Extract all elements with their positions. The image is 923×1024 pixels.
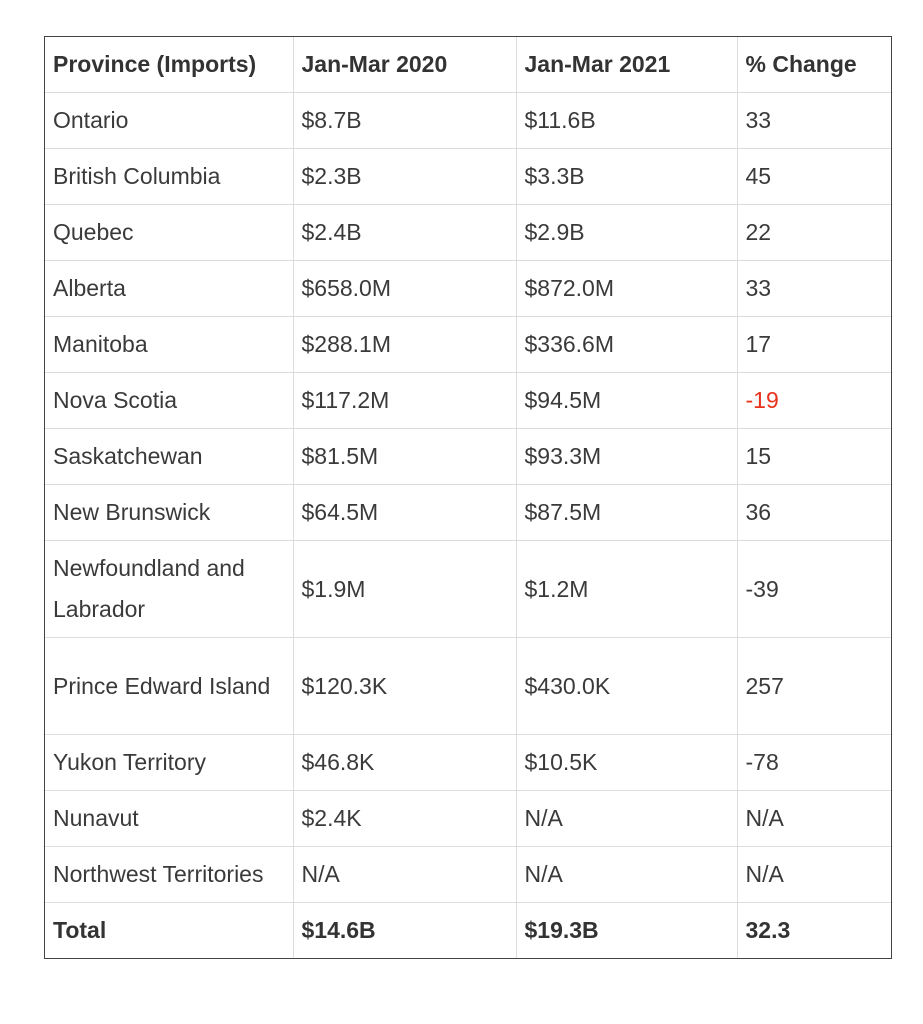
cell-q2020: $8.7B: [293, 93, 516, 149]
table-row: [45, 149, 891, 205]
cell-q2020: $1.9M: [293, 541, 516, 638]
table-row: [45, 791, 891, 847]
table-row: [45, 317, 891, 373]
imports-table: [45, 37, 891, 958]
cell-change: N/A: [737, 847, 891, 903]
cell-q2020: $81.5M: [293, 429, 516, 485]
cell-q2020: $2.4B: [293, 205, 516, 261]
total-change: 32.3: [737, 903, 891, 959]
cell-q2021: $1.2M: [516, 541, 737, 638]
cell-province: Yukon Territory: [45, 735, 293, 791]
cell-q2021: $11.6B: [516, 93, 737, 149]
total-q2021: $19.3B: [516, 903, 737, 959]
table-row: [45, 847, 891, 903]
cell-province: British Columbia: [45, 149, 293, 205]
cell-q2021: $872.0M: [516, 261, 737, 317]
cell-change: 36: [737, 485, 891, 541]
table-row: [45, 261, 891, 317]
table-row: [45, 373, 891, 429]
cell-province: Newfoundland and Labrador: [45, 541, 293, 638]
header-province: Province (Imports): [45, 37, 293, 93]
cell-change: 33: [737, 93, 891, 149]
cell-change: 257: [737, 638, 891, 735]
cell-province: Alberta: [45, 261, 293, 317]
cell-q2021: $336.6M: [516, 317, 737, 373]
cell-province: Saskatchewan: [45, 429, 293, 485]
cell-change: 45: [737, 149, 891, 205]
cell-q2020: $46.8K: [293, 735, 516, 791]
table-row: [45, 485, 891, 541]
cell-q2020: $120.3K: [293, 638, 516, 735]
cell-q2021: $93.3M: [516, 429, 737, 485]
cell-change: 15: [737, 429, 891, 485]
cell-change: 33: [737, 261, 891, 317]
cell-change: -39: [737, 541, 891, 638]
table-row: [45, 93, 891, 149]
cell-province: Nova Scotia: [45, 373, 293, 429]
cell-province: Ontario: [45, 93, 293, 149]
total-label: Total: [45, 903, 293, 959]
cell-change-highlight: -19: [737, 373, 891, 429]
cell-q2021: $94.5M: [516, 373, 737, 429]
cell-q2021: $2.9B: [516, 205, 737, 261]
table-row: [45, 541, 891, 638]
cell-q2020: $117.2M: [293, 373, 516, 429]
cell-province: Prince Edward Island: [45, 638, 293, 735]
cell-q2021: $3.3B: [516, 149, 737, 205]
cell-q2020: N/A: [293, 847, 516, 903]
cell-province: Manitoba: [45, 317, 293, 373]
cell-province: Nunavut: [45, 791, 293, 847]
cell-province: New Brunswick: [45, 485, 293, 541]
cell-province: Northwest Territories: [45, 847, 293, 903]
cell-q2021: N/A: [516, 847, 737, 903]
total-row: [45, 903, 891, 959]
cell-q2020: $288.1M: [293, 317, 516, 373]
table-row: [45, 638, 891, 735]
cell-change: 17: [737, 317, 891, 373]
header-q2021: Jan-Mar 2021: [516, 37, 737, 93]
cell-q2020: $64.5M: [293, 485, 516, 541]
table-row: [45, 205, 891, 261]
table-row: [45, 429, 891, 485]
cell-q2020: $2.3B: [293, 149, 516, 205]
cell-province: Quebec: [45, 205, 293, 261]
cell-q2021: $87.5M: [516, 485, 737, 541]
cell-q2021: N/A: [516, 791, 737, 847]
total-q2020: $14.6B: [293, 903, 516, 959]
imports-table-container: [44, 36, 892, 959]
table-row: [45, 735, 891, 791]
cell-change: -78: [737, 735, 891, 791]
cell-change: 22: [737, 205, 891, 261]
cell-q2020: $658.0M: [293, 261, 516, 317]
header-q2020: Jan-Mar 2020: [293, 37, 516, 93]
cell-change: N/A: [737, 791, 891, 847]
cell-q2020: $2.4K: [293, 791, 516, 847]
header-change: % Change: [737, 37, 891, 93]
header-row: [45, 37, 891, 93]
cell-q2021: $430.0K: [516, 638, 737, 735]
cell-q2021: $10.5K: [516, 735, 737, 791]
